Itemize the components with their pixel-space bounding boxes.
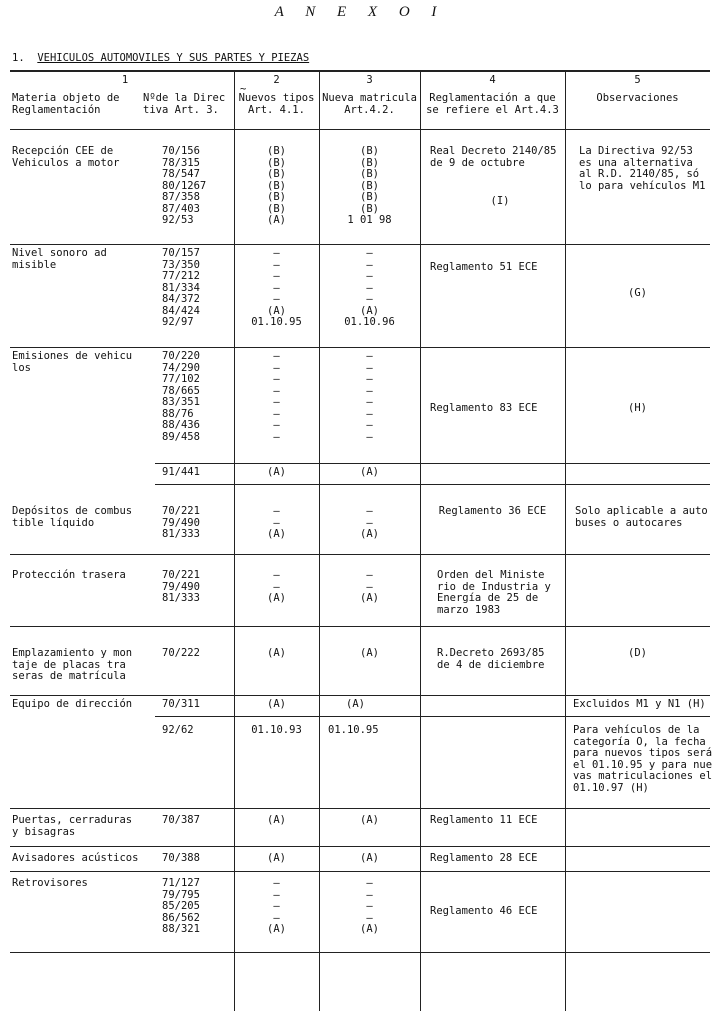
row-directiva: 70/222 [162,647,200,659]
col2-mark: ~ [240,83,247,95]
row-directiva: 70/220 74/290 77/102 78/665 83/351 88/76 88/436 89/458 [162,350,200,443]
row-nuevos-tipos: (A) [267,647,286,659]
section-heading [12,52,309,64]
row-directiva: 70/311 [162,698,200,710]
row-materia: Puertas, cerraduras y bisagras [12,814,133,838]
col5-number: 5 [634,74,641,86]
row-nuevos-tipos: (A) [267,852,286,864]
row-observaciones: (D) [628,647,647,659]
row-reglamentacion: Orden del Ministe rio de Industria y Energía de 25 de marzo 1983 [437,569,551,616]
row-reglamentacion: Reglamento 28 ECE [430,852,538,864]
row-nueva-matricula: – – – – – (A) 01.10.96 [344,247,395,328]
row-materia: Retrovisores [12,877,88,889]
rule [10,70,710,72]
col2-number: 2 [273,74,280,86]
row-materia: Depósitos de combus tible líquido [12,505,133,529]
row-nuevos-tipos: 01.10.93 [251,724,302,736]
rule [10,846,710,847]
row-reglamentacion: Reglamento 83 ECE [430,402,538,414]
row-directiva: 70/157 73/350 77/212 81/334 84/372 84/424 92/97 [162,247,200,328]
row-directiva: 70/156 78/315 78/547 80/1267 87/358 87/403 92/53 [162,145,207,226]
row-observaciones: Solo aplicable a auto buses o autocares [575,505,708,529]
row-materia: Nivel sonoro ad misible [12,247,107,271]
rule [155,484,710,485]
col1-number: 1 [121,74,129,86]
rule [10,626,710,627]
rule [10,808,710,809]
rule [420,70,421,1011]
rule [10,347,710,348]
row-observaciones: (H) [628,402,647,414]
row-directiva: 71/127 79/795 85/205 86/562 88/321 [162,877,200,935]
row-materia: Equipo de dirección [12,698,133,710]
row-nuevos-tipos: – – (A) [267,505,286,540]
col1-label: Materia objeto de Reglamentación [12,92,120,116]
row-nuevos-tipos: – – – – (A) [267,877,286,935]
row-observaciones: La Directiva 92/53 es una alternativa al R.D. 2140/85, só lo para vehículos M1 [579,145,706,192]
row-observaciones: Para vehículos de la categoría O, la fecha para nuevos tipos será el 01.10.95 y para nue vas matriculaciones el 01.10.97 (H) [573,724,713,794]
col4-number: 4 [489,74,496,86]
row-nueva-matricula: (A) [360,466,379,478]
row-materia: Avisadores acústicos [12,852,139,864]
row-nuevos-tipos: – – – – – – – – [273,350,280,443]
row-materia: Protección trasera [12,569,126,581]
section-number: 1. [12,52,25,64]
row-directiva: 70/387 [162,814,200,826]
rule [155,463,710,464]
row-materia: Recepción CEE de Vehiculos a motor [12,145,120,169]
row-observaciones: (G) [628,287,647,299]
row-nueva-matricula: – – – – (A) [360,877,379,935]
row-nuevos-tipos: (A) [267,698,286,710]
row-nueva-matricula: (B) (B) (B) (B) (B) (B) 1 01 98 [347,145,392,226]
row-materia: Emplazamiento y mon taje de placas tra seras de matrícula [12,647,133,682]
row-directiva: 70/221 79/490 81/333 [162,569,200,604]
row-nueva-matricula: (A) [346,698,365,710]
row-directiva: 91/441 [162,466,200,478]
row-nueva-matricula: – – (A) [360,569,379,604]
row-nuevos-tipos: (A) [267,466,286,478]
row-directiva: 70/388 [162,852,200,864]
row-observaciones: Excluidos M1 y N1 (H) [573,698,706,710]
row-reglamentacion-note: (I) [490,195,510,207]
rule [10,695,710,696]
row-reglamentacion: Reglamento 46 ECE [430,905,538,917]
rule [10,554,710,555]
row-reglamentacion: Reglamento 36 ECE [438,505,547,517]
rule [10,129,710,130]
row-reglamentacion: Real Decreto 2140/85 de 9 de octubre [430,145,557,169]
section-title: VEHICULOS AUTOMOVILES Y SUS PARTES Y PIEZAS [37,52,310,64]
row-nueva-matricula: 01.10.95 [328,724,379,736]
row-nueva-matricula: (A) [360,647,379,659]
row-nueva-matricula: – – – – – – – – [366,350,373,443]
row-nuevos-tipos: (A) [267,814,286,826]
row-nueva-matricula: – – (A) [360,505,379,540]
row-reglamentacion: R.Decreto 2693/85 de 4 de diciembre [437,647,545,671]
row-nueva-matricula: (A) [360,852,379,864]
row-reglamentacion: Reglamento 11 ECE [430,814,538,826]
row-nueva-matricula: (A) [360,814,379,826]
col3-number: 3 [366,74,373,86]
row-nuevos-tipos: – – – – – (A) 01.10.95 [251,247,302,328]
row-directiva: 92/62 [162,724,194,736]
page-title: A N E X O I [274,4,446,20]
row-nuevos-tipos: (B) (B) (B) (B) (B) (B) (A) [267,145,286,226]
col5-label: Observaciones [596,92,679,104]
rule [565,70,566,1011]
rule [10,244,710,245]
rule [10,871,710,872]
rule [10,952,710,953]
col4-label: Reglamentación a que se refiere el Art.4.3 [426,92,559,116]
col1b-label: Nºde la Direc tiva Art. 3. [143,92,226,116]
col2-label: Nuevos tipos Art. 4.1. [238,92,315,116]
row-materia: Emisiones de vehicu los [12,350,133,374]
row-directiva: 70/221 79/490 81/333 [162,505,200,540]
col3-label: Nueva matricula Art.4.2. [322,92,417,116]
rule [155,716,710,717]
row-reglamentacion: Reglamento 51 ECE [430,261,538,273]
row-nuevos-tipos: – – (A) [267,569,286,604]
